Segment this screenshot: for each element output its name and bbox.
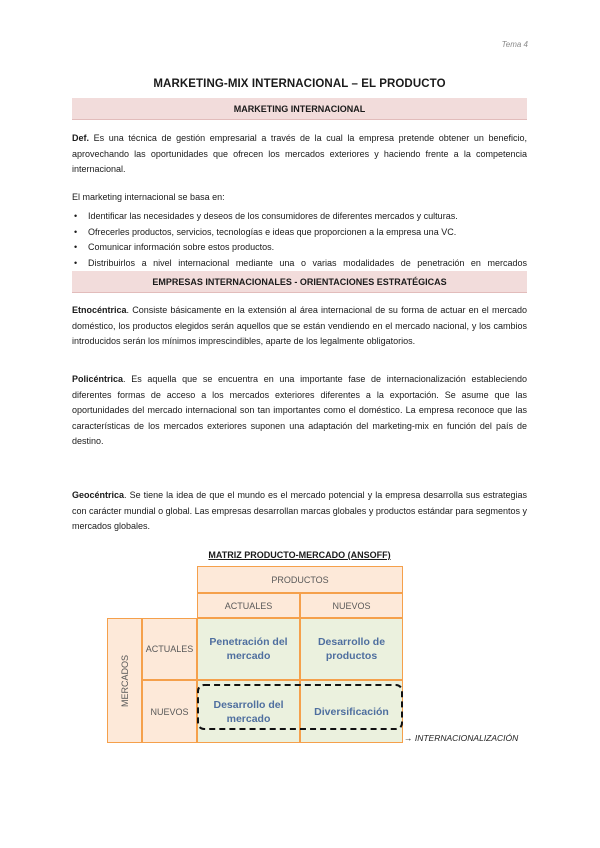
row-header-actuales: ACTUALES (142, 618, 197, 680)
geocentrica-label: Geocéntrica (72, 490, 125, 500)
cell-diversificacion: Diversificación (300, 680, 403, 743)
intro-text: El marketing internacional se basa en: (72, 192, 225, 202)
row-header-nuevos: NUEVOS (142, 680, 197, 743)
section-heading-text: EMPRESAS INTERNACIONALES - ORIENTACIONES ESTRATÉGICAS (152, 276, 447, 287)
bullet-icon: • (74, 211, 78, 221)
policentrica-paragraph: Policéntrica. Es aquella que se encuentra en una importante fase de internacionalización estableciendo diferentes formas de acceso a los mercados exteriores diferentes a la exportación. Se asume que las oportunidades del mercado internacional son tan importantes como el doméstico. La empresa reconoce que las características de los mercados exteriores suponen una adaptación del marketing-mix en función del país de destino. (72, 374, 527, 446)
cell-desarrollo-productos: Desarrollo de productos (300, 618, 403, 680)
mercados-header: MERCADOS (107, 618, 142, 743)
matrix-title: MATRIZ PRODUCTO-MERCADO (ANSOFF) (208, 550, 391, 560)
policentrica-label: Policéntrica (72, 374, 124, 384)
list-item: • Comunicar información sobre estos productos. (72, 240, 527, 256)
def-text: Es una técnica de gestión empresarial a través de la cual la empresa pretende obtener un beneficio, aprovechando las oportunidades que ofrecen los mercados exteriores y haciendo frente a la competencia internacional. (72, 133, 527, 174)
cell-desarrollo-mercado: Desarrollo del mercado (197, 680, 300, 743)
geocentrica-paragraph: Geocéntrica. Se tiene la idea de que el mundo es el mercado potencial y la empresa desarrolla sus estrategias con carácter mundial o global. Las empresas desarrollan marcas globales y productos estándar para segmentos y mercados globales. (72, 490, 527, 531)
cell-penetracion-mercado: Penetración del mercado (197, 618, 300, 680)
col-header-nuevos: NUEVOS (300, 593, 403, 618)
col-header-actuales: ACTUALES (197, 593, 300, 618)
internacionalizacion-highlight (197, 684, 403, 730)
list-item: • Ofrecerles productos, servicios, tecnologías e ideas que proporcionen a la empresa una VC. (72, 225, 527, 241)
definition-paragraph (72, 131, 527, 178)
section-heading-orientaciones (72, 271, 527, 293)
etnocentrica-paragraph: Etnocéntrica. Consiste básicamente en la extensión al área internacional de su forma de actuar en el mercado doméstico, los productos elegidos serán aquellos que se están vendiendo en el mercado nacional, y los cambios introducidos serán los mínimos imprescindibles, aparte de los legalmente obligatorios. (72, 305, 527, 346)
list-item: • Distribuirlos a nivel internacional mediante una o varias modalidades de penetración en mercados (72, 256, 527, 287)
etnocentrica-label: Etnocéntrica (72, 305, 127, 315)
internacionalizacion-note: → INTERNACIONALIZACIÓN (404, 733, 519, 743)
section-heading-text: MARKETING INTERNACIONAL (233, 103, 366, 114)
bullet-icon: • (74, 257, 78, 268)
def-label: Def. (72, 133, 90, 143)
section-heading-marketing-internacional (72, 98, 527, 120)
chapter-label: Tema 4 (501, 40, 528, 49)
bullet-icon: • (74, 242, 78, 252)
page-title: MARKETING-MIX INTERNACIONAL – EL PRODUCTO (153, 78, 446, 90)
bullet-icon: • (74, 226, 78, 237)
productos-header: PRODUCTOS (197, 566, 403, 593)
list-item: • Identificar las necesidades y deseos de los consumidores de diferentes mercados y culturas. (72, 209, 527, 225)
